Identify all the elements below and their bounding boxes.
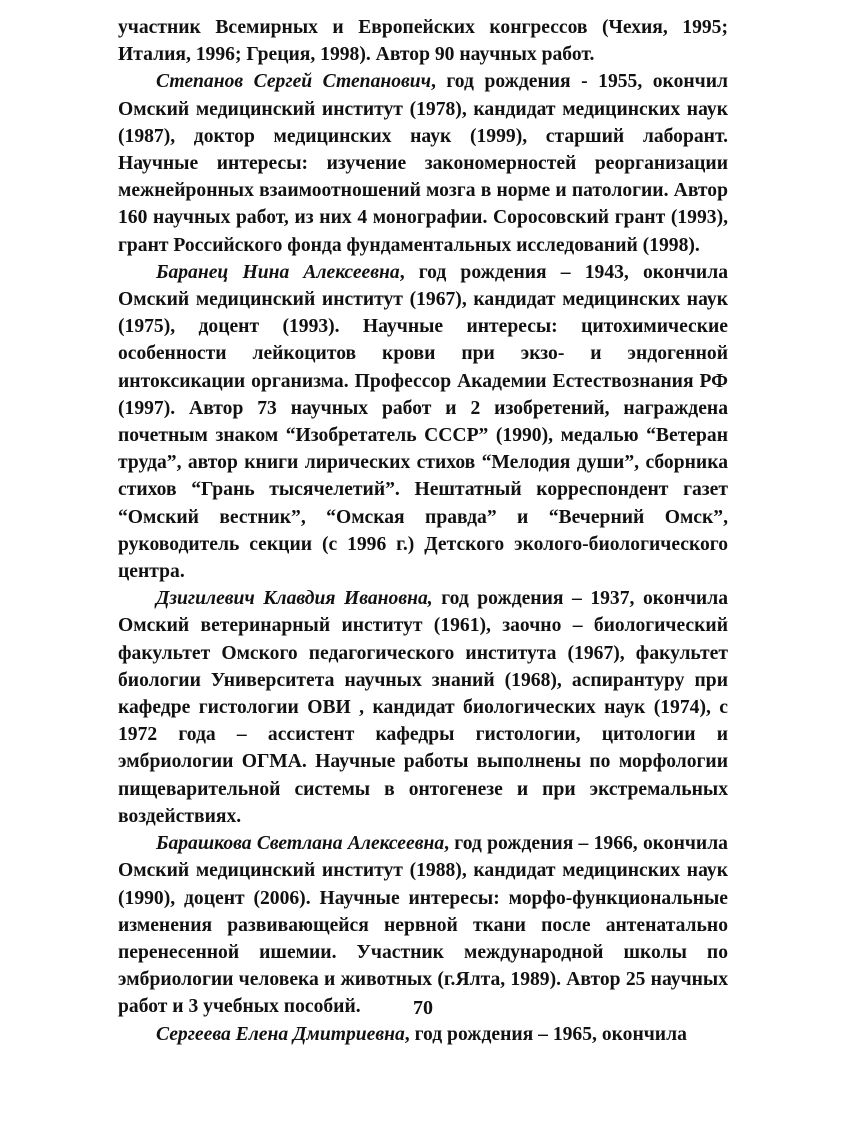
paragraph-text: , год рождения - 1955, окончил Омский медицинский институт (1978), кандидат медицинских наук (1987), доктор медицинских наук (1999), старший лаборант. Научные интересы: изучение закономерностей реорганизации межнейронных взаимоотношений мозга в норме и патологии. Автор 160 научных работ, из них 4 монографии. Соросовский грант (1993), грант Российского фонда фундаментальных исследований (1998). [118, 71, 728, 256]
person-name: Степанов Сергей Степанович [156, 71, 431, 93]
paragraph-sergeeva [118, 1021, 728, 1048]
paragraph-text: , год рождения – 1966, окончила Омский медицинский институт (1988), кандидат медицинских наук (1990), доцент (2006). Научные интересы: морфо-функциональные изменения развивающейся нервной ткани после антенатально перенесенной ишемии. Участник международной школы по эмбриологии человека и животных (г.Ялта, 1989). Автор 25 научных работ и 3 учебных пособий. [118, 833, 728, 1018]
paragraph-text: , год рождения – 1943, окончила Омский медицинский институт (1967), кандидат медицинских наук (1975), доцент (1993). Научные интересы: цитохимические особенности лейкоцитов крови при экзо- и эндогенной интоксикации организма. Профессор Академии Естествознания РФ (1997). Автор 73 научных работ и 2 изобретений, награждена почетным знаком “Изобретатель СССР” (1990), медалью “Ветеран труда”, автор книги лирических стихов “Мелодия души”, сборника стихов “Грань тысячелетий”. Нештатный корреспондент газет “Омский вестник”, “Омская правда” и “Вечерний Омск”, руководитель секции (с 1996 г.) Детского эколого-биологического центра. [118, 261, 728, 583]
paragraph-stepanov [118, 68, 728, 258]
paragraph-barashkova [118, 830, 728, 1020]
person-name: Баранец Нина Алексеевна [156, 261, 400, 283]
page-body [118, 14, 728, 1048]
person-name: Барашкова Светлана Алексеевна [156, 833, 445, 855]
paragraph-continuation [118, 14, 728, 68]
paragraph-text: , год рождения – 1965, окончила [404, 1023, 687, 1045]
paragraph-baranets [118, 259, 728, 585]
paragraph-text: год рождения – 1937, окончила Омский ветеринарный институт (1961), заочно – биологический факультет Омского педагогического института (1967), факультет биологии Университета научных знаний (1968), аспирантуру при кафедре гистологии ОВИ , кандидат биологических наук (1974), с 1972 года – ассистент кафедры гистологии, цитологии и эмбриологии ОГМА. Научные работы выполнены по морфологии пищеварительной системы в онтогенезе и при экстремальных воздействиях. [118, 588, 728, 827]
paragraph-dzigilevich [118, 585, 728, 830]
person-name: Дзигилевич Клавдия Ивановна, [156, 588, 433, 610]
paragraph-text: участник Всемирных и Европейских конгрессов (Чехия, 1995; Италия, 1996; Греция, 1998). Автор 90 научных работ. [118, 17, 728, 66]
page-number: 70 [413, 997, 433, 1019]
person-name: Сергеева Елена Дмитриевна [156, 1023, 405, 1045]
